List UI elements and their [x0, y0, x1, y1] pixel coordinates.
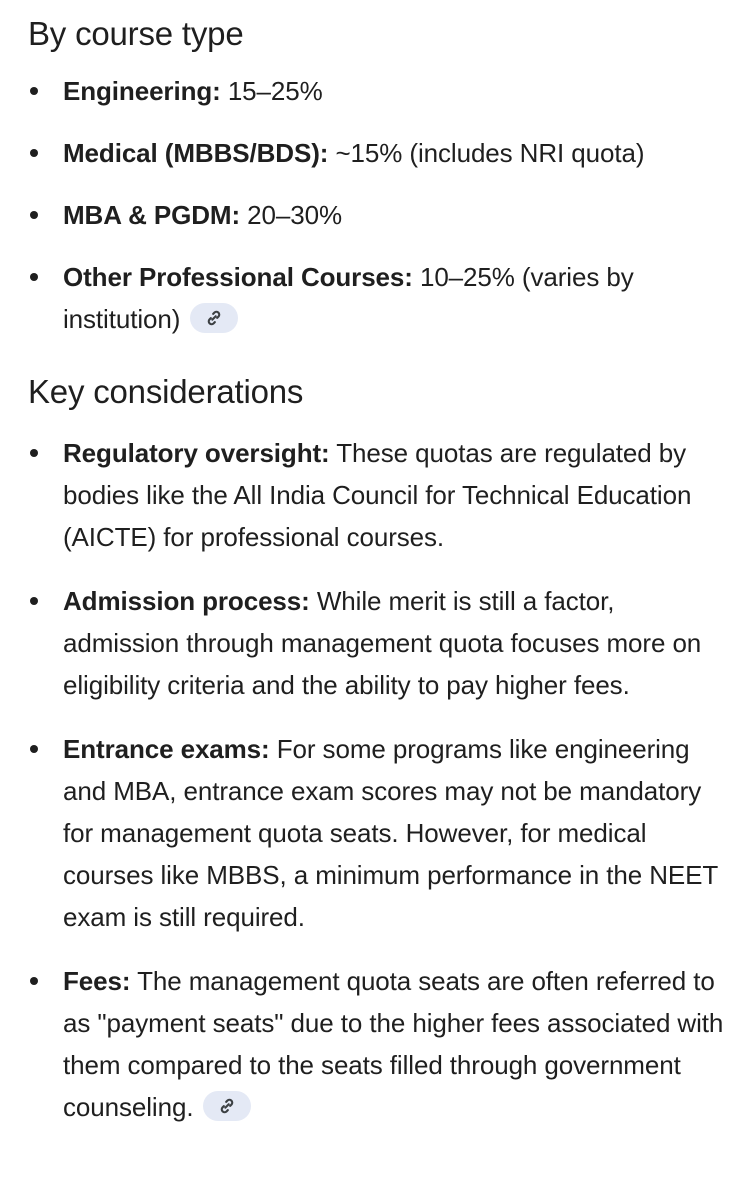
- source-link-chip[interactable]: [190, 303, 238, 333]
- item-text: ~15% (includes NRI quota): [328, 138, 645, 168]
- course-type-list: [28, 70, 724, 340]
- item-text: 10–25% (varies by institution): [63, 262, 634, 334]
- item-label: Regulatory oversight:: [63, 438, 330, 468]
- considerations-list: [28, 432, 724, 1128]
- list-item-engineering: [28, 70, 724, 112]
- item-text: While merit is still a factor, admission through management quota focuses more on eligibility criteria and the ability to pay higher fees.: [63, 586, 702, 700]
- list-item-other-professional: [28, 256, 724, 340]
- item-text: These quotas are regulated by bodies like the All India Council for Technical Education (AICTE) for professional courses.: [63, 438, 692, 552]
- link-icon: [204, 308, 224, 328]
- item-label: Medical (MBBS/BDS):: [63, 138, 329, 168]
- list-item-fees: [28, 960, 724, 1128]
- item-text: 15–25%: [220, 76, 323, 106]
- link-icon: [217, 1096, 237, 1116]
- list-item-medical: [28, 132, 724, 174]
- item-text: For some programs like engineering and MBA, entrance exam scores may not be mandatory for management quota seats. However, for medical courses like MBBS, a minimum performance in the NEET exam is still required.: [63, 734, 718, 932]
- item-text: 20–30%: [240, 200, 342, 230]
- list-item-admission-process: [28, 580, 724, 706]
- list-item-mba: [28, 194, 724, 236]
- item-label: Other Professional Courses:: [63, 262, 413, 292]
- item-label: Fees:: [63, 966, 131, 996]
- item-label: MBA & PGDM:: [63, 200, 241, 230]
- item-label: Admission process:: [63, 586, 310, 616]
- section-heading-key-considerations: Key considerations: [28, 373, 304, 410]
- list-item-entrance-exams: [28, 728, 724, 938]
- item-label: Engineering:: [63, 76, 221, 106]
- item-text: The management quota seats are often referred to as "payment seats" due to the higher fees associated with them compared to the seats filled through government counseling.: [63, 966, 724, 1122]
- source-link-chip[interactable]: [203, 1091, 251, 1121]
- list-item-regulatory-oversight: [28, 432, 724, 558]
- item-label: Entrance exams:: [63, 734, 270, 764]
- section-heading-course-type: By course type: [28, 15, 244, 52]
